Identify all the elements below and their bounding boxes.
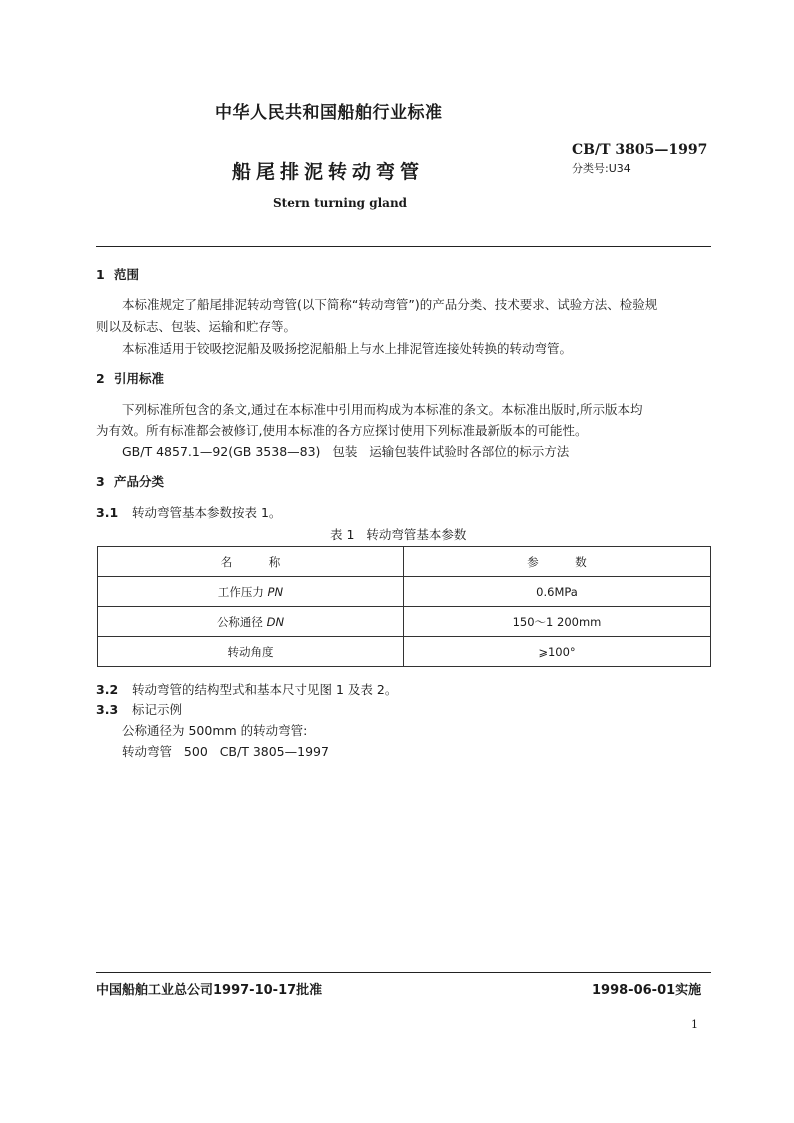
subsection-text: 转动弯管的结构型式和基本尺寸见图 1 及表 2。: [132, 682, 398, 697]
example-description: 公称通径为 500mm 的转动弯管:: [122, 723, 308, 738]
reference-standard: GB/T 4857.1—92(GB 3538—83) 包装 运输包装件试验时各部位的标示方法: [122, 444, 570, 459]
example-marking: 转动弯管 500 CB/T 3805—1997: [122, 744, 329, 759]
header-cell-parameter: 参 数: [404, 547, 711, 577]
paragraph-line: 本标准规定了船尾排泥转动弯管(以下简称“转动弯管”)的产品分类、技术要求、试验方法、检验规: [122, 297, 658, 312]
section-2-heading: [96, 369, 164, 387]
header-divider: [96, 246, 711, 247]
subsection-number: 3.2: [96, 682, 119, 697]
subsection-text: 标记示例: [132, 702, 183, 717]
section-title: 产品分类: [114, 474, 165, 489]
standard-code: CB/T 3805—1997: [572, 142, 708, 158]
table-cell-value: ⩾100°: [404, 637, 711, 667]
document-title: 船尾排泥转动弯管: [232, 161, 425, 183]
table-row: [98, 607, 711, 637]
paragraph-line: 本标准适用于铰吸挖泥船及吸扬挖泥船船上与水上排泥管连接处转换的转动弯管。: [122, 341, 573, 356]
paragraph-line: 为有效。所有标准都会被修订,使用本标准的各方应探讨使用下列标准最新版本的可能性。: [96, 423, 588, 438]
table-cell-name: [98, 577, 404, 607]
section-3-heading: [96, 472, 164, 490]
paragraph-line: 下列标准所包含的条文,通过在本标准中引用而构成为本标准的条文。本标准出版时,所示版本均: [122, 402, 643, 417]
table-cell-value: 150～1 200mm: [404, 607, 711, 637]
table-cell-name: [98, 637, 404, 667]
param-symbol: PN: [267, 584, 284, 599]
subsection-3-3: [96, 700, 182, 718]
subsection-number: 3.3: [96, 702, 119, 717]
paragraph-line: 则以及标志、包装、运输和贮存等。: [96, 319, 297, 334]
classification-code: 分类号:U34: [572, 162, 631, 175]
section-number: 1: [96, 267, 105, 282]
parameters-table: [97, 546, 711, 667]
section-number: 3: [96, 474, 105, 489]
approval-statement: 中国船舶工业总公司1997-10-17批准: [96, 983, 323, 998]
table-row: [98, 637, 711, 667]
subsection-text: 转动弯管基本参数按表 1。: [132, 505, 282, 520]
section-1-heading: [96, 265, 139, 283]
table-header-row: [98, 547, 711, 577]
param-symbol: DN: [266, 614, 285, 629]
subsection-3-1: [96, 503, 281, 521]
table-caption: 表 1 转动弯管基本参数: [330, 527, 467, 542]
header-cell-name: 名 称: [98, 547, 404, 577]
param-name: 转动角度: [227, 644, 274, 659]
page-number: 1: [691, 1018, 698, 1031]
table-row: [98, 577, 711, 607]
param-name: 公称通径: [216, 614, 267, 629]
param-name: 工作压力: [217, 584, 268, 599]
implementation-date: 1998-06-01实施: [592, 983, 702, 998]
subsection-number: 3.1: [96, 505, 119, 520]
section-title: 范围: [114, 267, 140, 282]
document-title-english: Stern turning gland: [273, 196, 408, 210]
issuer-title: 中华人民共和国船舶行业标准: [215, 103, 443, 123]
subsection-3-2: [96, 680, 397, 698]
table-cell-value: 0.6MPa: [404, 577, 711, 607]
table-cell-name: [98, 607, 404, 637]
section-title: 引用标准: [114, 371, 165, 386]
footer-divider: [96, 972, 711, 973]
section-number: 2: [96, 371, 105, 386]
